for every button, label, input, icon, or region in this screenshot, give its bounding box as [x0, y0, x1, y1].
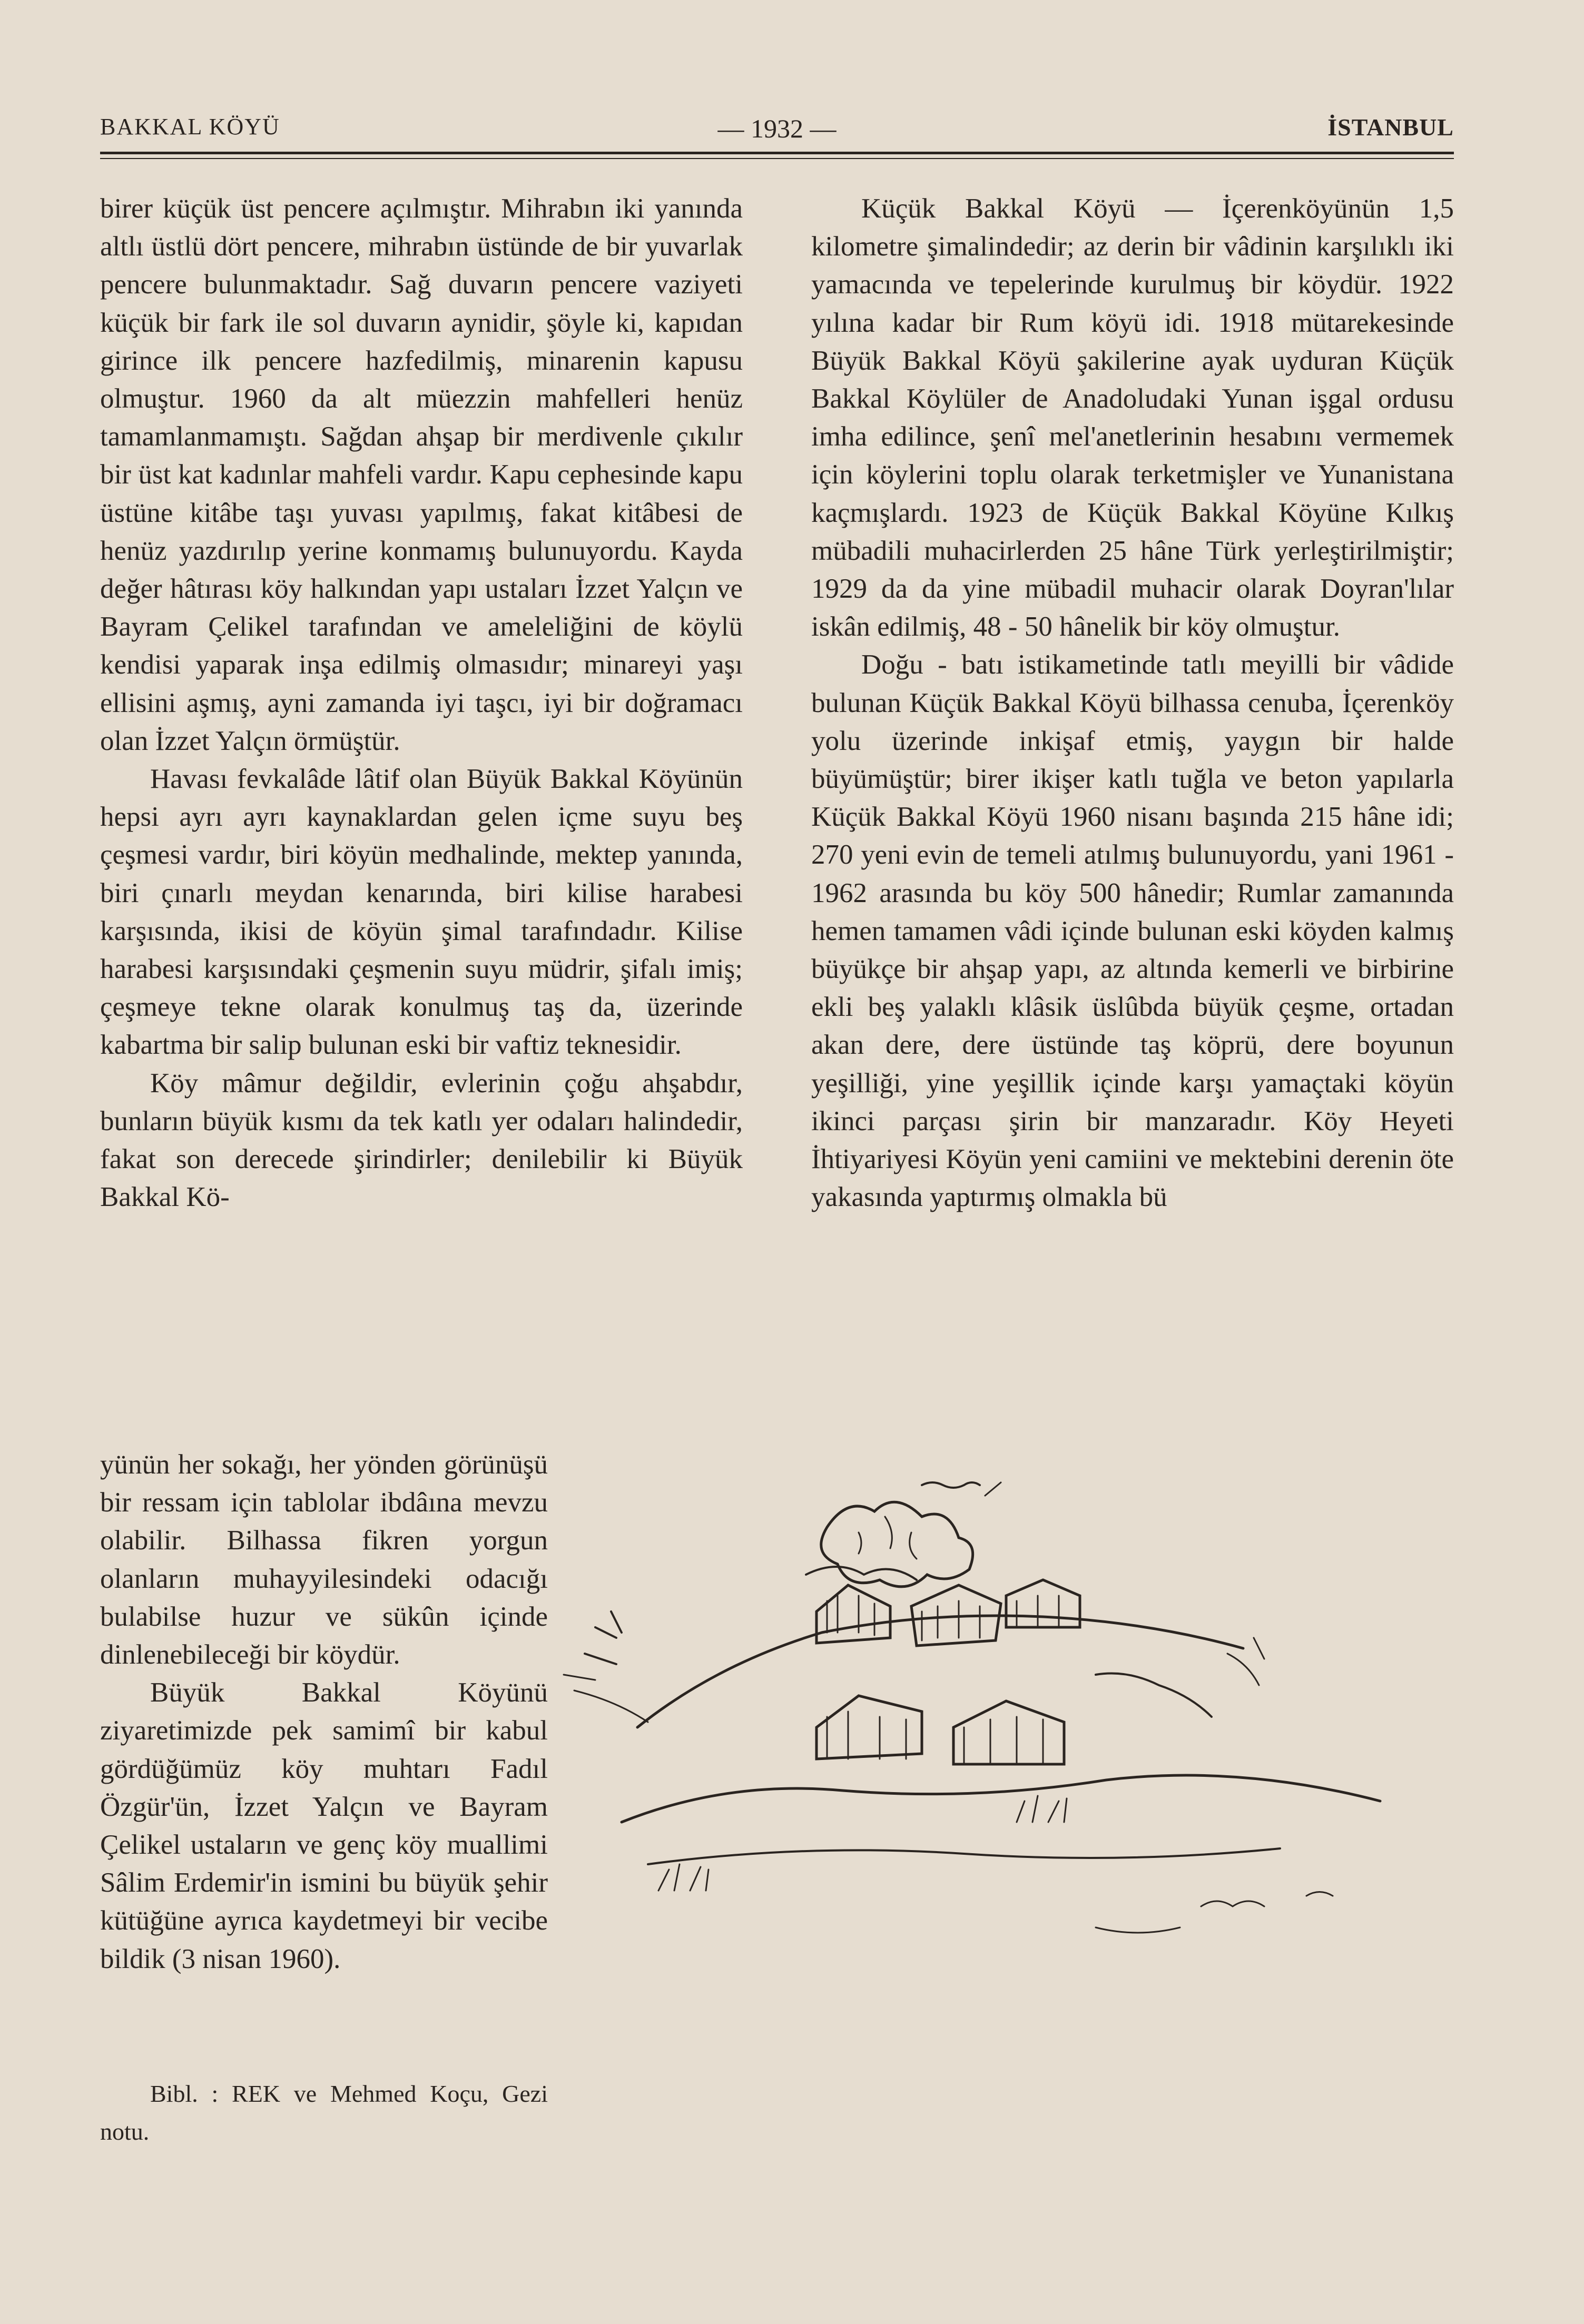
right-column [811, 190, 1454, 1216]
left-paragraph-3-continued: yünün her sokağı, her yönden görünüşü bir ressam için tablolar ibdâına mevzu olabilir. Bilhassa fikren yorgun olanların muhayyilesindeki odacığı bulabilse huzur ve sükûn içinde dinlenebileceği bir köydür. [100, 1449, 548, 1670]
left-paragraph-3: Köy mâmur değildir, evlerinin çoğu ahşabdır, bunların büyük kısmı da tek katlı yer odaları halindedir, fakat son derecede şirindirler; denilebilir ki Büyük Bakkal Kö- [100, 1067, 743, 1213]
header-page-number: — 1932 — [717, 114, 837, 143]
bibliography [100, 2075, 548, 2151]
left-column-narrow [100, 1446, 548, 1978]
left-paragraph-2: Havası fevkalâde lâtif olan Büyük Bakkal Köyünün hepsi ayrı ayrı kaynaklardan gelen içme suyu beş çeşmesi vardır, biri köyün medhalinde, mektep yanında, biri çınarlı meydan kenarında, biri kilise harabesi karşısında, ikisi de köyün şimal tarafındadır. Kilise harabesi karşısındaki çeşmenin suyu müdrir, şifalı imiş; çeşmeye tekne olarak konulmuş taş da, üzerinde kabartma bir salip bulunan eski bir vaftiz teknesidir. [100, 764, 743, 1061]
page-header [100, 113, 1454, 150]
left-paragraph-4: Büyük Bakkal Köyünü ziyaretimizde pek samimî bir kabul gördüğümüz köy muhtarı Fadıl Özgür'ün, İzzet Yalçın ve Bayram Çelikel ustaların ve genç köy muallimi Sâlim Erdemir'in ismini bu büyük şehir kütüğüne ayrıca kaydetmeyi bir vecibe bildik (3 nisan 1960). [100, 1677, 548, 1974]
header-city: İSTANBUL [1327, 114, 1454, 141]
village-sketch-icon [543, 1453, 1464, 1980]
header-rule-thick [100, 152, 1454, 154]
header-section-title: BAKKAL KÖYÜ [100, 114, 280, 140]
header-rule-thin [100, 158, 1454, 159]
right-paragraph-2: Doğu - batı istikametinde tatlı meyilli bir vâdide bulunan Küçük Bakkal Köyü bilhassa cenuba, İçerenköy yolu üzerinde inkişaf etmiş, yaygın bir halde büyümüştür; birer ikişer katlı tuğla ve beton yapılarla Küçük Bakkal Köyü 1960 nisanı başında 215 hâne idi; 270 yeni evin de temeli atılmış bulunuyordu, yani 1961 - 1962 arasında bu köy 500 hânedir; Rumlar zamanında hemen tamamen vâdi içinde bulunan eski köyden kalmış büyükçe bir ahşap yapı, az altında kemerli ve birbirine ekli beş yalaklı klâsik üslûbda büyük çeşme, ortadan akan dere, dere üstünde taş köprü, dere boyunun yeşilliği, yine yeşillik içinde karşı yamaçtaki köyün ikinci parçası şirin bir manzaradır. Köy Heyeti İhtiyariyesi Köyün yeni camiini ve mektebini derenin öte yakasında yaptırmış olmakla bü [811, 649, 1454, 1213]
right-paragraph-1: Küçük Bakkal Köyü — İçerenköyünün 1,5 kilometre şimalindedir; az derin bir vâdinin karşılıklı iki yamacında ve tepelerinde kurulmuş bir köydür. 1922 yılına kadar bir Rum köyü idi. 1918 mütarekesinde Büyük Bakkal Köyü şakilerine ayak uyduran Küçük Bakkal Köylüler de Anadoludaki Yunan işgal ordusu imha edilince, şenî mel'anetlerinin hesabını vermemek için köylerini toplu olarak terketmişler ve Yunanistana kaçmışlardı. 1923 de Küçük Bakkal Köyüne Kılkış mübadili muhacirlerden 25 hâne Türk yerleştirilmiştir; 1929 da da yine mübadil muhacir olarak Doyran'lılar iskân edilmiş, 48 - 50 hânelik bir köy olmuştur. [811, 193, 1454, 642]
left-column [100, 190, 743, 1216]
left-paragraph-1: birer küçük üst pencere açılmıştır. Mihrabın iki yanında altlı üstlü dört pencere, mihrabın üstünde de bir yuvarlak pencere bulunmaktadır. Sağ duvarın pencere vaziyeti küçük bir fark ile sol duvarın aynidir, şöyle ki, kapıdan girince ilk pencere hazfedilmiş, minarenin kapusu olmuştur. 1960 da alt müezzin mahfelleri henüz tamamlanmamıştı. Sağdan ahşap bir merdivenle çıkılır bir üst kat kadınlar mahfeli vardır. Kapu cephesinde kapu üstüne kitâbe taşı yuvası yapılmış, fakat kitâbesi de henüz yazdırılıp yerine konmamış bulunuyordu. Kayda değer hâtırası köy halkından yapı ustaları İzzet Yalçın ve Bayram Çelikel tarafından ve ameleliğini de köylü kendisi yaparak inşa edilmiş olmasıdır; minareyi yaşı ellisini aşmış, ayni zamanda iyi taşcı, iyi bir doğramacı olan İzzet Yalçın örmüştür. [100, 193, 743, 756]
bibliography-text: Bibl. : REK ve Mehmed Koçu, Gezi notu. [100, 2080, 548, 2145]
